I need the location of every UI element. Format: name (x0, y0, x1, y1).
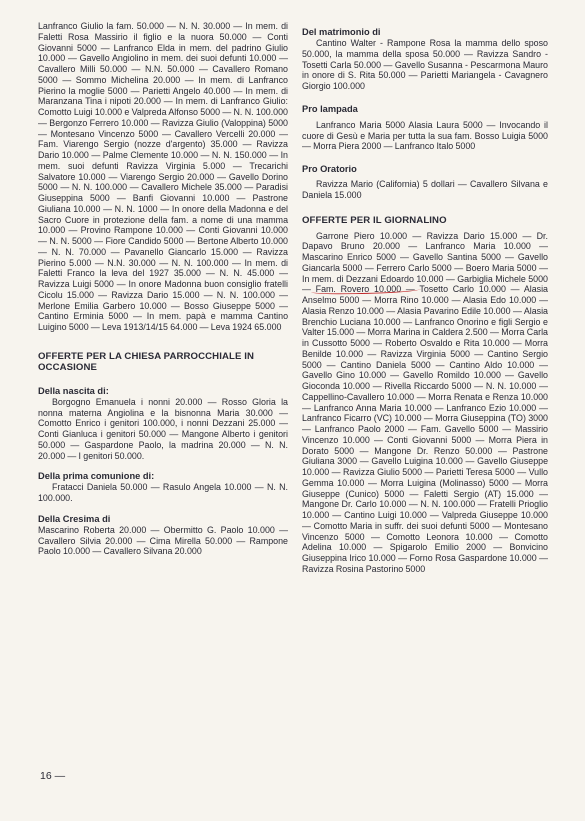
birth-heading: Della nascita di: (38, 385, 109, 396)
left-column (38, 21, 288, 557)
page-number: 16 — (40, 770, 66, 782)
marriage-heading: Del matrimonio di (302, 27, 381, 37)
lamp-offerings-text: Lanfranco Maria 5000 Alasia Laura 5000 — Invocando il cuore di Gesù e Maria per tutta la sua fam. Bosso Luigia 5000 — Morra Piera 2000 — Lanfranco Italo 5000 (302, 119, 548, 152)
right-column (302, 21, 548, 575)
church-offerings-title: OFFERTE PER LA CHIESA PARROCCHIALE IN OCCASIONE (38, 350, 255, 373)
lamp-heading: Pro lampada (302, 103, 358, 114)
communion-offerings-text: Fratacci Daniela 50.000 — Rasulo Angela 10.000 — N. N. 100.000. (38, 482, 288, 503)
oratory-offerings-text: Ravizza Mario (California) 5 dollari — Cavallero Silvana e Daniela 15.000 (302, 179, 548, 200)
newsletter-offerings-text: Garrone Piero 10.000 — Ravizza Dario 15.000 — Dr. Dapavo Bruno 20.000 — Lanfranco Maria 10.000 — Mascarino Enrico 5000 — Gavello Santina 5000 — Gavello Giancarla 5000 — Ferrero Carlo 5000 — Boero Maria 5000 — In mem. di Dezzani Edoardo 10.000 — Garbiglia Michele 5000 — Fam. Rovero 10.000 — Tosetto Carlo 10.000 — Alasia Anselmo 5000 — Morra Rino 10.000 — Alasia Edo 10.000 — Alasia Renzo 10.000 — Alasia Pavarino Edile 10.000 — Alasia Brenchio Luciana 10.000 — Lanfranco Onorino e figli Sergio e Valter 15.000 — Morra Marina in Caldera 2.500 — Morra Carla in Cussotto 5000 — Roberto Osvaldo e Rita 10.000 — Morra Benilde 10.000 — Ravizza Virginia 5000 — Cantino Sergio 5000 — Cantino Daniela 5000 — Cantino Aldo 10.000 — Gavello Gino 10.000 — Gavello Romildo 10.000 — Gavello Gioconda 10.000 — Rivella Riccardo 5000 — N. N. 10.000 — Cappellino-Cavallero 10.000 — Morra Renata e Renza 10.000 — Lanfranco Anna Maria 10.000 — Lanfranco Ezio 10.000 — Lanfranco Ficarro (VC) 10.000 — Morra Giuseppina (TO) 3000 — Lanfranco Paolo 2000 — Fam. Gavello 5000 — Massirio Vincenzo 10.000 — Conti Giovanni 5000 — Morra Piera in Dorato 5000 — Mangone Dr. Renzo 50.000 — Pastrone Giuliana 3000 — Gavello Luigina 10.000 — Gavello Giuseppe 10.000 — Ravizza Giulio 5000 — Parietti Teresa 5000 — Vullo Gemma 10.000 — Morra Luigina (Molinasso) 5000 — Morra Giuseppe (Cunico) 5000 — Faletti Sergio (AT) 15.000 — Mangone Dr. Carlo 10.000 — N. N. 100.000 — Fratelli Prioglio 10.000 — Cantino Luigi 10.000 — Valpreda Giuseppe 10.000 — Comotto Maria in suffr. dei suoi defunti 5000 — Montesano Vincenzo 5000 — Comotto Leonora 10.000 — Comotto Adelina 10.000 — Spigarolo Emilio 2000 — Bonvicino Giuseppina Irico 10.000 — Forno Rosa Gaspardone 10.000 — Ravizza Rosina Pastorino 5000 (302, 230, 548, 574)
confirmation-heading: Della Cresima di (38, 513, 111, 524)
communion-heading: Della prima comunione di: (38, 471, 155, 482)
newsletter-offerings-title: OFFERTE PER IL GIORNALINO (302, 214, 447, 226)
donations-intro-text: Lanfranco Giulio la fam. 50.000 — N. N. 30.000 — In mem. di Faletti Rosa Massirio il figlio e la nuora 50.000 — Conti Giovanni 5000 — Lanfranco Elda in mem. del padrino Giulio 10.000 — Gavello Angiolino in mem. dei suoi defunti 10.000 — Cavallero Milli 50.000 — N.N. 50.000 — Cavallero Romano 5000 — Sommo Michelina 20.000 — In mem. di Lanfranco Pierino la moglie 5000 — Parietti Angelo 40.000 — In mem. di Maranzana Tina i nipoti 20.000 — In mem. di Lanfranco Giulio: Comotto Luigi 10.000 e Valpreda Alfonso 5000 — N. N. 100.000 — Bergonzo Ferrero 10.000 — Ravizza Giulio (Valoppina) 5000 — Montesano Vincenzo 5000 — Cavallero Vercelli 20.000 — Fam. Viarengo Sergio (nozze d'argento) 35.000 — Ravizza Dario 10.000 — Palme Clemente 10.000 — N. N. 150.000 — In mem. suoi defunti Ravizza Virginia 5.000 — Trecarichi Salvatore 10.000 — Viarengo Sergio 20.000 — Gavello Dorino 5000 — N. N. 100.000 — Cavallero Michele 35.000 — Paradisi Giuseppina 5000 — Banfi Giovanni 10.000 — Pastrone Giuliana 10.000 — N. N. 1000 — In onore della Madonna e del Sacro Cuore in protezione della fam. a nome di una mamma 10.000 — Provino Rampone 10.000 — Conti Giovanni 10.000 — N. N. 5000 — Fiore Candido 5000 — Bertone Alberto 10.000 — N. N. 70.000 — Pavanello Giancarlo 15.000 — Ravizza Pierino 5.000 — N.N. 30.000 — N. N. 100.000 — In mem. di Faletti Franco la leva del 1927 35.000 — N. N. 45.000 — Ravizza Luigi 5000 — In onore Madonna buon consiglio fratelli Cicolu 15.000 — Ravizza Dario 15.000 — N. N. 100.000 — Merlone Emilia Garbero 10.000 — Bosso Giuseppe 5000 — Cantino Erminia 5000 — In mem. papà e mamma Cantino Luigino 5000 — Leva 1913/14/15 64.000 — Leva 1924 65.000 (38, 21, 288, 332)
confirmation-offerings-text: Mascarino Roberta 20.000 — Obermitto G. Paolo 10.000 — Cavallero Silvia 20.000 — Cima Mirella 50.000 — Rampone Paolo 10.000 — Cavallero Silvana 20.000 (38, 524, 288, 557)
birth-offerings-text: Borgogno Emanuela i nonni 20.000 — Rosso Gloria la nonna materna Angiolina e la bisnonna Maria 30.000 — Comotto Enrico i genitori 100.000, i nonni Dezzani 25.000 — Conti Gianluca i genitori 50.000 — Mangone Alberto i genitori 50.000 — Gaspardone Paolo, la madrina 20.000 — N. N. 20.000 — I genitori 50.000. (38, 396, 288, 461)
oratory-heading: Pro Oratorio (302, 164, 357, 174)
marriage-offerings-text: Cantino Walter - Rampone Rosa la mamma dello sposo 50.000, la mamma della sposa 50.000 — Ravizza Sandro - Tosetti Carla 50.000 — Gavello Susanna - Pescarmona Mauro in onore di S. Rita 50.000 — Parietti Mariangela - Cavagnero Giorgio 100.000 (302, 38, 548, 91)
